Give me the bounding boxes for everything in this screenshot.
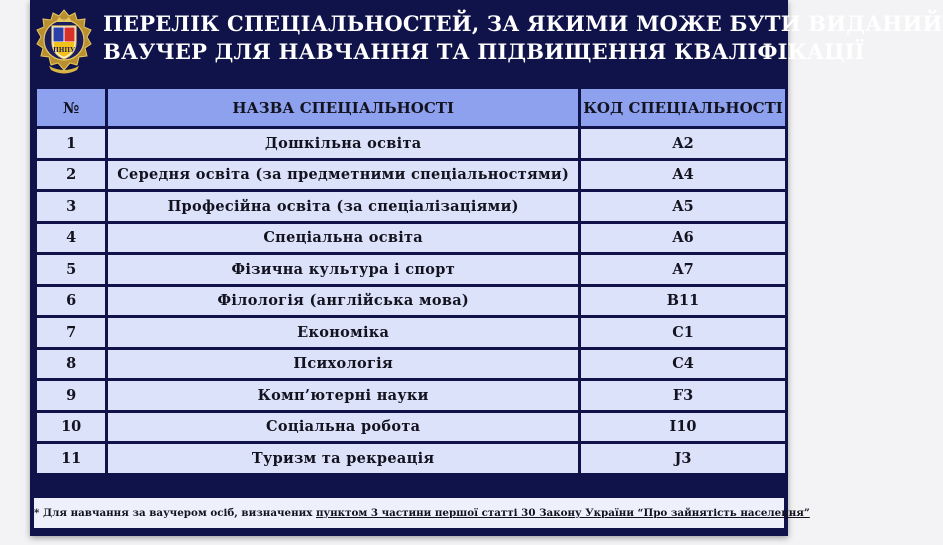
specialty-name: Філологія (англійська мова) (108, 287, 578, 316)
table-row (37, 129, 785, 158)
table-row (37, 318, 785, 347)
specialty-code: A6 (581, 224, 785, 253)
table-row (37, 350, 785, 379)
row-number: 2 (37, 161, 105, 190)
specialty-name: Професійна освіта (за спеціалізаціями) (108, 192, 578, 221)
specialty-code: A7 (581, 255, 785, 284)
specialties-table (34, 86, 788, 476)
row-number: 6 (37, 287, 105, 316)
table-row (37, 444, 785, 473)
footnote (34, 498, 810, 528)
specialty-name: Комп’ютерні науки (108, 381, 578, 410)
specialty-code: C1 (581, 318, 785, 347)
table-row (37, 381, 785, 410)
specialty-name: Економіка (108, 318, 578, 347)
specialty-code: C4 (581, 350, 785, 379)
specialty-code: I10 (581, 413, 785, 442)
row-number: 5 (37, 255, 105, 284)
row-number: 4 (37, 224, 105, 253)
university-crest-icon (35, 8, 93, 76)
row-number: 7 (37, 318, 105, 347)
emblem-lettering: ПНПУ (53, 47, 75, 54)
table-row (37, 287, 785, 316)
page-title (103, 10, 943, 66)
specialty-name: Соціальна робота (108, 413, 578, 442)
specialty-name: Туризм та рекреація (108, 444, 578, 473)
voucher-poster (30, 0, 943, 536)
specialty-name: Спеціальна освіта (108, 224, 578, 253)
title-line-2: ВАУЧЕР ДЛЯ НАВЧАННЯ ТА ПІДВИЩЕННЯ КВАЛІФІКАЦІЇ (103, 39, 865, 64)
specialty-code: J3 (581, 444, 785, 473)
row-number: 11 (37, 444, 105, 473)
specialty-name: Середня освіта (за предметними спеціальностями) (108, 161, 578, 190)
specialty-code: B11 (581, 287, 785, 316)
row-number: 9 (37, 381, 105, 410)
specialty-code: A5 (581, 192, 785, 221)
specialty-code: A4 (581, 161, 785, 190)
table-header-row (37, 89, 785, 126)
specialty-code: A2 (581, 129, 785, 158)
specialty-code: F3 (581, 381, 785, 410)
row-number: 1 (37, 129, 105, 158)
row-number: 8 (37, 350, 105, 379)
specialty-name: Фізична культура і спорт (108, 255, 578, 284)
table-row (37, 413, 785, 442)
specialty-name: Дошкільна освіта (108, 129, 578, 158)
footnote-text: * Для навчання за ваучером осіб, визначених (34, 507, 316, 519)
table-row (37, 192, 785, 221)
title-line-1: ПЕРЕЛІК СПЕЦІАЛЬНОСТЕЙ, ЗА ЯКИМИ МОЖЕ БУТИ ВИДАНИЙ (103, 11, 943, 36)
row-number: 10 (37, 413, 105, 442)
column-header-name: НАЗВА СПЕЦІАЛЬНОСТІ (108, 89, 578, 126)
specialty-name: Психологія (108, 350, 578, 379)
column-header-code: КОД СПЕЦІАЛЬНОСТІ (581, 89, 785, 126)
table-row (37, 224, 785, 253)
column-header-number: № (37, 89, 105, 126)
table-row (37, 161, 785, 190)
row-number: 3 (37, 192, 105, 221)
table-row (37, 255, 785, 284)
poster-header (30, 0, 943, 86)
law-reference-link[interactable]: пунктом 3 частини першої статті 30 Закону України “Про зайнятість населення” (316, 507, 810, 519)
